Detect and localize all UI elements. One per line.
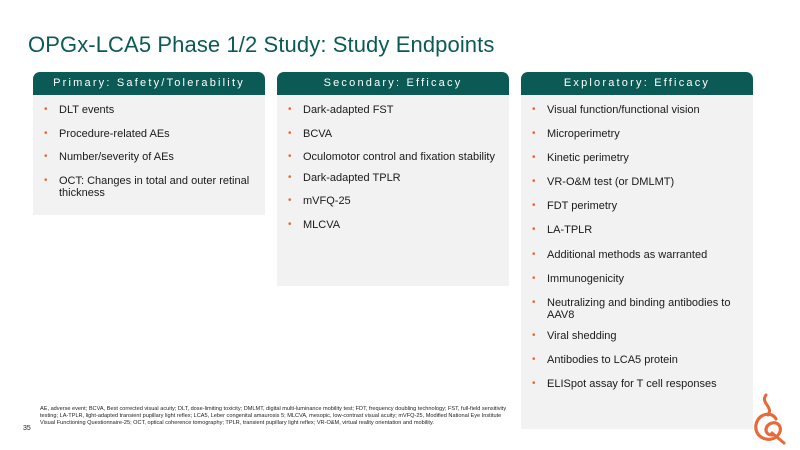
list-item-text: MLCVA bbox=[303, 218, 341, 231]
list-item-text: Dark-adapted TPLR bbox=[303, 171, 401, 184]
list-item bbox=[288, 195, 499, 208]
bullet-icon: • bbox=[44, 174, 48, 186]
bullet-icon: • bbox=[288, 195, 292, 206]
slide-title: OPGx-LCA5 Phase 1/2 Study: Study Endpoints bbox=[28, 32, 495, 57]
bullet-icon: • bbox=[44, 104, 48, 115]
bullet-icon: • bbox=[532, 152, 536, 164]
list-item-text: Viral shedding bbox=[547, 329, 617, 342]
list-item bbox=[44, 151, 255, 164]
company-logo-icon bbox=[746, 393, 790, 445]
list-item bbox=[532, 249, 743, 262]
list-item bbox=[532, 297, 743, 322]
list-item bbox=[532, 176, 743, 189]
primary-endpoints-panel bbox=[33, 72, 265, 215]
list-item bbox=[288, 219, 499, 232]
bullet-icon: • bbox=[532, 176, 536, 188]
bullet-icon: • bbox=[532, 200, 536, 212]
bullet-icon: • bbox=[288, 171, 292, 183]
bullet-icon: • bbox=[288, 218, 292, 230]
list-item-text: Kinetic perimetry bbox=[547, 152, 629, 165]
list-item bbox=[288, 151, 499, 164]
list-item-text: Procedure-related AEs bbox=[59, 127, 170, 140]
bullet-icon: • bbox=[532, 329, 536, 341]
list-item bbox=[532, 200, 743, 213]
bullet-icon: • bbox=[532, 104, 536, 115]
exploratory-endpoints-header: Exploratory: Efficacy bbox=[521, 72, 753, 95]
list-item-text: OCT: Changes in total and outer retinal thickness bbox=[59, 174, 250, 199]
page-number: 35 bbox=[23, 425, 31, 432]
bullet-icon: • bbox=[532, 353, 536, 365]
primary-endpoints-header: Primary: Safety/Tolerability bbox=[33, 72, 265, 95]
bullet-icon: • bbox=[532, 296, 536, 308]
list-item-text: VR-O&M test (or DMLMT) bbox=[547, 176, 675, 189]
secondary-endpoints-header: Secondary: Efficacy bbox=[277, 72, 509, 95]
secondary-endpoints-list bbox=[288, 104, 499, 231]
list-item bbox=[532, 273, 743, 286]
exploratory-endpoints-body bbox=[521, 95, 753, 429]
list-item-text: Oculomotor control and fixation stability bbox=[303, 151, 495, 163]
secondary-endpoints-panel bbox=[277, 72, 509, 286]
list-item bbox=[44, 104, 255, 117]
list-item-text: ELISpot assay for T cell responses bbox=[547, 377, 717, 390]
list-item-text: Microperimetry bbox=[547, 128, 620, 141]
bullet-icon: • bbox=[44, 151, 48, 162]
list-item bbox=[532, 354, 743, 367]
list-item-text: Antibodies to LCA5 protein bbox=[547, 353, 678, 366]
list-item-text: FDT perimetry bbox=[547, 200, 618, 213]
abbreviations-footnote: AE, adverse event; BCVA, Best corrected visual acuity; DLT, dose-limiting toxicity; DMLMT, digital multi-luminance mobility test; FDT, frequency doubling technology; FST, full-field sensitivity testing; LA-TPLR, light-adapted transient pupillary light reflex; LCA5, Leber congenital amaurosis 5; MLCVA, mesopic, low-contrast visual acuity; mVFQ-25, Modified National Eye Institute Visual Functioning Questionnaire-25; OCT, optical coherence tomography; TPLR, transient pupillary light reflex; VR-O&M, virtual reality orientation and mobility. bbox=[40, 406, 507, 427]
top-accent-bar bbox=[0, 0, 800, 4]
list-item-text: Number/severity of AEs bbox=[59, 151, 174, 163]
bullet-icon: • bbox=[532, 248, 536, 260]
list-item bbox=[532, 104, 743, 117]
bullet-icon: • bbox=[532, 224, 536, 236]
bullet-icon: • bbox=[288, 151, 292, 162]
bullet-icon: • bbox=[288, 104, 292, 115]
list-item bbox=[288, 128, 499, 141]
list-item bbox=[532, 152, 743, 165]
secondary-endpoints-body bbox=[277, 95, 509, 286]
list-item-text: Dark-adapted FST bbox=[303, 104, 394, 116]
primary-endpoints-list bbox=[44, 104, 255, 200]
list-item-text: Additional methods as warranted bbox=[547, 248, 708, 261]
list-item bbox=[532, 224, 743, 237]
list-item bbox=[288, 172, 499, 185]
list-item-text: mVFQ-25 bbox=[303, 195, 351, 207]
bullet-icon: • bbox=[532, 377, 536, 389]
list-item-text: DLT events bbox=[59, 104, 115, 116]
bullet-icon: • bbox=[532, 272, 536, 284]
list-item-text: Visual function/functional vision bbox=[547, 104, 700, 116]
list-item bbox=[532, 378, 743, 391]
exploratory-endpoints-panel bbox=[521, 72, 753, 429]
bullet-icon: • bbox=[288, 127, 292, 139]
bullet-icon: • bbox=[532, 128, 536, 140]
exploratory-endpoints-list bbox=[532, 104, 743, 390]
list-item-text: LA-TPLR bbox=[547, 224, 593, 237]
list-item bbox=[288, 104, 499, 117]
list-item-text: Immunogenicity bbox=[547, 272, 625, 285]
primary-endpoints-body bbox=[33, 95, 265, 215]
list-item bbox=[44, 128, 255, 141]
list-item bbox=[532, 330, 743, 343]
list-item-text: BCVA bbox=[303, 127, 333, 140]
bullet-icon: • bbox=[44, 127, 48, 139]
list-item-text: Neutralizing and binding antibodies to AAV8 bbox=[547, 296, 731, 322]
list-item bbox=[44, 175, 255, 200]
list-item bbox=[532, 128, 743, 141]
